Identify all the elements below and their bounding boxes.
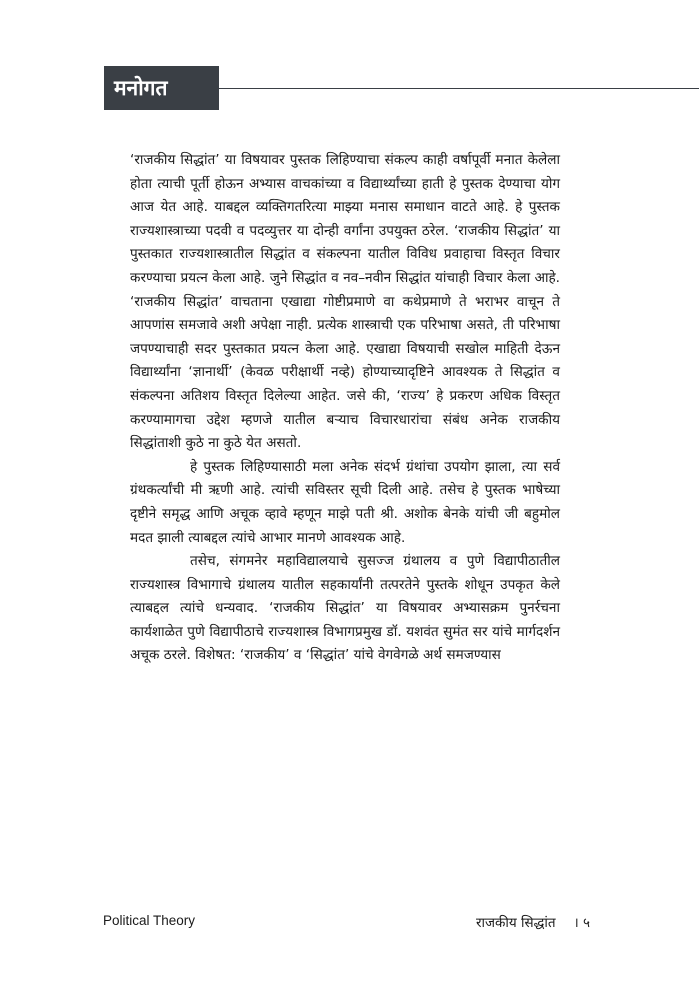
heading-rule <box>219 88 699 89</box>
section-heading-text: मनोगत <box>114 76 168 100</box>
footer-right-group <box>476 913 590 931</box>
footer-book-title-marathi: राजकीय सिद्धांत <box>476 915 556 931</box>
page-footer <box>103 913 699 937</box>
paragraph-2: हे पुस्तक लिहिण्यासाठी मला अनेक संदर्भ ग्रंथांचा उपयोग झाला, त्या सर्व ग्रंथकर्त्यांची मी ऋणी आहे. त्यांची सविस्तर सूची दिली आहे. तसेच हे पुस्तक भाषेच्या दृष्टीने समृद्ध आणि अचूक व्हावे म्हणून माझे पती श्री. अशोक बेनके यांची जी बहुमोल मदत झाली त्याबद्दल त्यांचे आभार मानणे आवश्यक आहे. <box>130 458 560 546</box>
page-number: । ५ <box>573 915 591 931</box>
paragraph-1: ‘राजकीय सिद्धांत’ या विषयावर पुस्तक लिहिण्याचा संकल्प काही वर्षापूर्वी मनात केलेला होता त्याची पूर्ती होऊन अभ्यास वाचकांच्या व विद्यार्थ्यांच्या हाती हे पुस्तक देण्याचा योग आज येत आहे. याबद्दल व्यक्तिगतरित्या माझ्या मनास समाधान वाटते आहे. हे पुस्तक राज्यशास्त्राच्या पदवी व पदव्युत्तर या दोन्ही वर्गांना उपयुक्त ठरेल. ‘राजकीय सिद्धांत’ या पुस्तकात राज्यशास्त्रातील सिद्धांत व संकल्पना यातील विविध प्रवाहाचा विस्तृत विचार करण्याचा प्रयत्न केला आहे. जुने सिद्धांत व नव–नवीन सिद्धांत यांचाही विचार केला आहे. ‘राजकीय सिद्धांत’ वाचताना एखाद्या गोष्टीप्रमाणे वा कथेप्रमाणे ते भराभर वाचून ते आपणांस समजावे अशी अपेक्षा नाही. प्रत्येक शास्त्राची एक परिभाषा असते, ती परिभाषा जपण्याचाही सदर पुस्तकात प्रयत्न केला आहे. एखाद्या विषयाची सखोल माहिती देऊन विद्यार्थ्यांना ‘ज्ञानार्थी’ (केवळ परीक्षार्थी नव्हे) होण्याच्यादृष्टिने आवश्यक ते सिद्धांत व संकल्पना अतिशय विस्तृत दिलेल्या आहेत. जसे की, ‘राज्य’ हे प्रकरण अधिक विस्तृत करण्यामागचा उद्देश म्हणजे यातील बऱ्याच विचारधारांचा संबंध अनेक राजकीय सिद्धांताशी कुठे ना कुठे येत असतो. <box>130 152 560 452</box>
paragraph-3: तसेच, संगमनेर महाविद्यालयाचे सुसज्ज ग्रंथालय व पुणे विद्यापीठातील राज्यशास्त्र विभागाचे ग्रंथालय यातील सहकार्यांनी तत्परतेने पुस्तके शोधून उपकृत केले त्याबद्दल त्यांचे धन्यवाद. ‘राजकीय सिद्धांत’ या विषयावर अभ्यासक्रम पुनर्रचना कार्यशाळेत पुणे विद्यापीठाचे राज्यशास्त्र विभागप्रमुख डॉ. यशवंत सुमंत सर यांचे मार्गदर्शन अचूक ठरले. विशेषत: ‘राजकीय’ व ‘सिद्धांत’ यांचे वेगवेगळे अर्थ समजण्यास <box>130 553 560 664</box>
section-heading <box>104 66 219 110</box>
footer-book-title-english: Political Theory <box>103 913 196 928</box>
body-text <box>130 149 560 668</box>
